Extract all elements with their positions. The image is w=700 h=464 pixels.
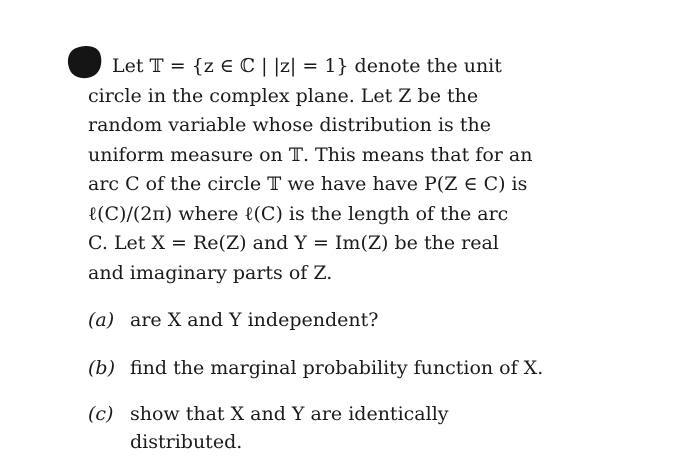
statement-line: random variable whose distribution is the xyxy=(88,114,491,136)
statement-line: Let 𝕋 = {z ∈ ℂ | |z| = 1} denote the unit xyxy=(112,55,502,77)
statement-line: uniform measure on 𝕋. This means that for an xyxy=(88,143,533,166)
item-label: (b) xyxy=(88,357,115,379)
problem-statement xyxy=(88,52,558,288)
statement-line: circle in the complex plane. Let Z be the xyxy=(88,84,479,107)
item-text: are X and Y independent? xyxy=(130,309,379,331)
item-text-continuation: distributed. xyxy=(130,431,243,453)
statement-line: and imaginary parts of Z. xyxy=(88,261,333,284)
question-item-c xyxy=(88,400,449,456)
item-text: find the marginal probability function of X. xyxy=(130,357,544,379)
item-text: show that X and Y are identically xyxy=(130,403,449,425)
statement-line: arc C of the circle 𝕋 we have have P(Z ∈ C) is xyxy=(88,173,528,195)
item-label: (c) xyxy=(88,403,114,425)
statement-line: C. Let X = Re(Z) and Y = Im(Z) be the real xyxy=(88,232,499,254)
question-item-b xyxy=(88,354,543,382)
statement-line: ℓ(C)/(2π) where ℓ(C) is the length of the arc xyxy=(88,202,509,225)
item-label: (a) xyxy=(88,309,115,331)
question-item-a xyxy=(88,306,378,334)
